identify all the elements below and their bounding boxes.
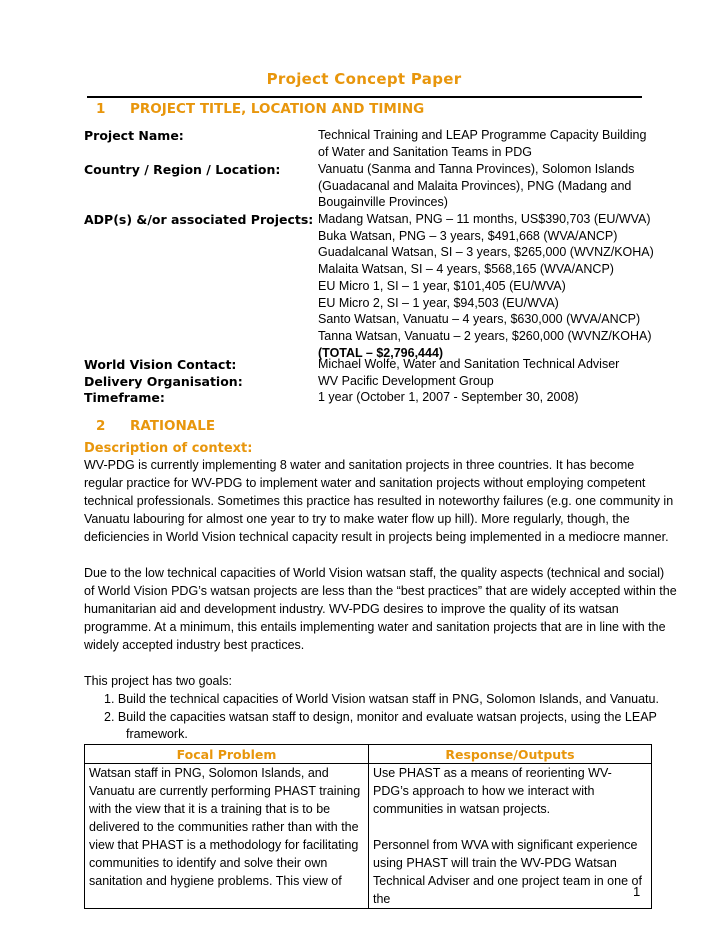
focal-problem-table bbox=[84, 744, 652, 909]
section-1-number: 1 bbox=[96, 101, 106, 117]
focal-problem-cell bbox=[85, 764, 369, 909]
project-name-value-line-2: of Water and Sanitation Teams in PDG bbox=[318, 145, 532, 159]
adp-project-line: Guadalcanal Watsan, SI – 3 years, $265,000 (WVNZ/KOHA) bbox=[318, 245, 654, 259]
adp-project-line: EU Micro 2, SI – 1 year, $94,503 (EU/WVA) bbox=[318, 296, 559, 310]
response-paragraph-2: Personnel from WVA with significant experience using PHAST will train the WV-PDG Watsan Technical Adviser and one project team in one of the bbox=[373, 838, 642, 906]
adp-project-line: Santo Watsan, Vanuatu – 4 years, $630,000 (WVA/ANCP) bbox=[318, 312, 641, 326]
section-1-title: PROJECT TITLE, LOCATION AND TIMING bbox=[130, 101, 425, 117]
goal-item-1: 1. Build the technical capacities of World Vision watsan staff in PNG, Solomon Islands, and Vanuatu. bbox=[104, 692, 659, 706]
page-title: Project Concept Paper bbox=[266, 70, 462, 88]
adp-project-line: Malaita Watsan, SI – 4 years, $568,165 (WVA/ANCP) bbox=[318, 262, 614, 276]
title-divider bbox=[87, 96, 642, 98]
paragraph-line: programme. At a minimum, this entails implementing water and sanitation projects that are in line with the bbox=[84, 620, 666, 634]
response-outputs-cell bbox=[369, 764, 652, 909]
adp-project-line: Buka Watsan, PNG – 3 years, $491,668 (WVA/ANCP) bbox=[318, 229, 618, 243]
country-value-line-3: Bougainville Provinces) bbox=[318, 195, 448, 209]
timeframe-label: Timeframe: bbox=[84, 390, 165, 405]
section-2-title: RATIONALE bbox=[130, 418, 216, 434]
paragraph-line: Due to the low technical capacities of World Vision watsan staff, the quality aspects (technical and social) bbox=[84, 566, 665, 580]
goals-intro: This project has two goals: bbox=[84, 674, 232, 688]
section-2-number: 2 bbox=[96, 418, 106, 434]
delivery-value: WV Pacific Development Group bbox=[318, 374, 494, 388]
paragraph-line: humanitarian aid and development industry. WV-PDG desires to improve the quality of its watsan bbox=[84, 602, 619, 616]
paragraph-line: WV-PDG is currently implementing 8 water and sanitation projects in three countries. It has become bbox=[84, 458, 635, 472]
adp-label: ADP(s) &/or associated Projects: bbox=[84, 212, 314, 227]
adp-project-line: EU Micro 1, SI – 1 year, $101,405 (EU/WVA) bbox=[318, 279, 566, 293]
table-header-response-outputs: Response/Outputs bbox=[369, 745, 652, 764]
project-name-value-line-1: Technical Training and LEAP Programme Capacity Building bbox=[318, 128, 647, 142]
paragraph-line: technical professionals. Sometimes this practice has resulted in noteworthy failures (e.g. one community in bbox=[84, 494, 674, 508]
paragraph-line: widely accepted industry best practices. bbox=[84, 638, 305, 652]
contact-label: World Vision Contact: bbox=[84, 357, 237, 372]
adp-total: (TOTAL – $2,796,444) bbox=[318, 346, 444, 360]
country-value-line-2: (Guadacanal and Malaita Provinces), PNG (Madang and bbox=[318, 179, 632, 193]
country-value-line-1: Vanuatu (Sanma and Tanna Provinces), Solomon Islands bbox=[318, 162, 635, 176]
spacer bbox=[373, 818, 647, 836]
adp-project-line: Madang Watsan, PNG – 11 months, US$390,703 (EU/WVA) bbox=[318, 212, 651, 226]
adp-project-line: Tanna Watsan, Vanuatu – 2 years, $260,000 (WVNZ/KOHA) bbox=[318, 329, 652, 343]
delivery-label: Delivery Organisation: bbox=[84, 374, 243, 389]
response-paragraph-1: Use PHAST as a means of reorienting WV-PDG’s approach to how we interact with communities in watsan projects. bbox=[373, 766, 612, 816]
contact-value: Michael Wolfe, Water and Sanitation Technical Adviser bbox=[318, 357, 620, 371]
table-row bbox=[85, 764, 652, 909]
table-header-focal-problem: Focal Problem bbox=[85, 745, 369, 764]
context-subheading: Description of context: bbox=[84, 441, 253, 456]
paragraph-line: of World Vision PDG’s watsan projects are less than the “best practices” that are widely accepted within the bbox=[84, 584, 677, 598]
focal-problem-text: Watsan staff in PNG, Solomon Islands, and Vanuatu are currently performing PHAST training with the view that it is a training that is to be delivered to the communities rather than with the view that PHAST is a methodology for facilitating communities to identify and solve their own sanitation and hygiene problems. This view of bbox=[89, 766, 361, 888]
paragraph-line: regular practice for WV-PDG to implement water and sanitation projects without employing competent bbox=[84, 476, 646, 490]
timeframe-value: 1 year (October 1, 2007 - September 30, 2008) bbox=[318, 390, 579, 404]
page-number: 1 bbox=[633, 884, 641, 899]
project-name-label: Project Name: bbox=[84, 128, 184, 143]
paragraph-line: deficiencies in World Vision technical capacity result in projects being implemented in a mediocre manner. bbox=[84, 530, 669, 544]
goal-item-2-continued: framework. bbox=[126, 727, 188, 741]
goal-item-2: 2. Build the capacities watsan staff to design, monitor and evaluate watsan projects, using the LEAP bbox=[104, 710, 657, 724]
country-label: Country / Region / Location: bbox=[84, 162, 281, 177]
paragraph-line: Vanuatu labouring for almost one year to try to make water flow up hill). More regularly, though, the bbox=[84, 512, 630, 526]
